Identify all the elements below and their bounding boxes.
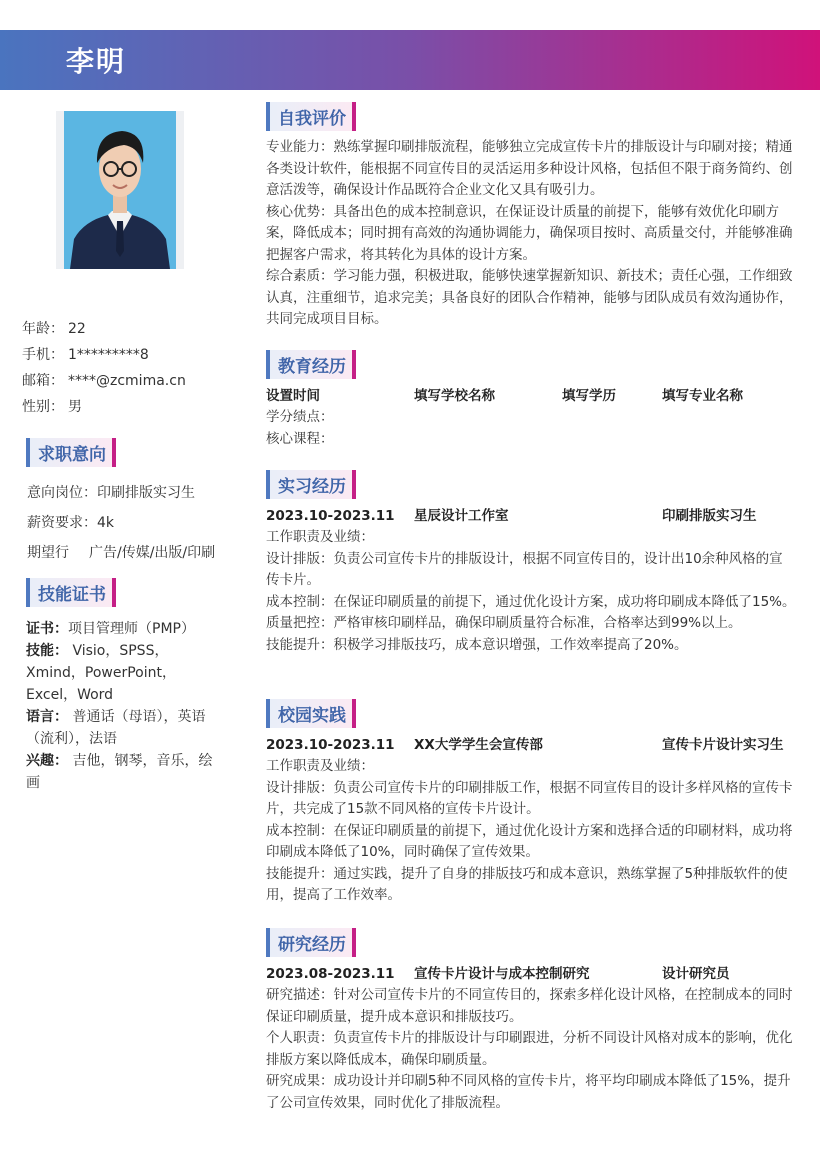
job-intent [27,482,217,566]
education-row: 设置时间 填写学校名称 填写学历 填写专业名称 [266,388,743,404]
internship-heading: 实习经历 [266,470,356,499]
info-phone: 手机： 1*********8 [22,347,149,363]
self-eval-professional: 专业能力：熟练掌握印刷排版流程，能够独立完成宣传卡片的排版设计与印刷对接；精通各类设计软件，能根据不同宣传目的灵活运用多种设计风格，包括但不限于商务简约、创意活泼等，确保设计作品既符合企业文化又具有吸引力。 [266,139,793,198]
research-heading: 研究经历 [266,928,356,957]
education-heading: 教育经历 [266,350,356,379]
portrait-icon [64,111,176,269]
research-row: 2023.08-2023.11 宣传卡片设计与成本控制研究 设计研究员 [266,966,730,982]
internship-section: 实习经历 2023.10-2023.11 星辰设计工作室 印刷排版实习生 工作职责及业绩： 设计排版：负责公司宣传卡片的排版设计，根据不同宣传目的，设计出10余种风格的宣传卡片。 成本控制：在保证印刷质量的前提下，通过优化设计方案，成功将印刷成本降低了15%。 质量把控：严格审核印刷样品，确保印刷质量符合标准，合格率达到99%以上。 技能提升：积极学习排版技巧，成本意识增强，工作效率提高了20%。 [266,470,796,656]
self-eval-core: 核心优势：具备出色的成本控制意识，在保证设计质量的前提下，能够有效优化印刷方案，降低成本；同时拥有高效的沟通协调能力，确保项目按时、高质量交付，并能够准确把握客户需求，将其转化为具体的设计方案。 [266,203,793,263]
candidate-name: 李明 [66,45,127,78]
skill-lang: 语言： 普通话（母语），英语（流利），法语 [26,709,206,747]
skill-cert: 证书：项目管理师（PMP） [26,621,195,637]
info-age: 年龄： 22 [22,321,86,337]
self-eval-section [266,102,796,331]
education-courses: 核心课程： [266,430,334,447]
research-section: 研究经历 2023.08-2023.11 宣传卡片设计与成本控制研究 设计研究员 研究描述：针对公司宣传卡片的不同宣传目的，探索多样化设计风格，在控制成本的同时保证印刷质量，提升成本意识和排版技巧。 个人职责：负责宣传卡片的排版设计与印刷跟进，分析不同设计风格对成本的影响，优化排版方案以降低成本，确保印刷质量。 研究成果：成功设计并印刷5种不同风格的宣传卡片，将平均印刷成本降低了15%，提升了公司宣传效果，同时优化了排版流程。 [266,928,796,1114]
intent-industry: 期望行 广告/传媒/出版/印刷 [27,545,216,561]
education-gpa: 学分绩点： [266,409,334,425]
portrait-photo [56,111,184,269]
self-eval-overall: 综合素质：学习能力强，积极进取，能够快速掌握新知识、新技术；责任心强，工作细致认真，注重细节，追求完美；具备良好的团队合作精神，能够与团队成员有效沟通协作，共同完成项目目标。 [266,268,793,327]
self-eval-heading: 自我评价 [266,102,356,131]
job-intent-heading: 求职意向 [26,438,116,467]
campus-heading: 校园实践 [266,699,356,728]
skills-heading: 技能证书 [26,578,116,607]
info-email: 邮箱： ****@zcmima.cn [22,373,186,389]
intent-position: 意向岗位：印刷排版实习生 [27,485,195,501]
campus-section: 校园实践 2023.10-2023.11 XX大学学生会宣传部 宣传卡片设计实习生 工作职责及业绩： 设计排版：负责公司宣传卡片的印刷排版工作，根据不同宣传目的设计多样风格的宣传卡片，共完成了15款不同风格的宣传卡片设计。 成本控制：在保证印刷质量的前提下，通过优化设计方案和选择合适的印刷材料，成功将印刷成本降低了10%，同时确保了宣传效果。 技能提升：通过实践，提升了自身的排版技巧和成本意识，熟练掌握了5种排版软件的使用，提高了工作效率。 [266,699,796,907]
campus-row: 2023.10-2023.11 XX大学学生会宣传部 宣传卡片设计实习生 [266,737,784,753]
basic-info [22,318,186,422]
intent-salary: 薪资要求：4k [27,515,115,531]
skills-list [26,618,216,794]
education-section [266,350,796,450]
info-gender: 性别： 男 [22,399,82,415]
internship-row: 2023.10-2023.11 星辰设计工作室 印刷排版实习生 [266,508,757,524]
skill-hobby: 兴趣： 吉他，钢琴，音乐，绘画 [26,753,213,791]
skill-tech: 技能： Visio，SPSS，Xmind，PowerPoint，Excel，Word [26,643,176,703]
